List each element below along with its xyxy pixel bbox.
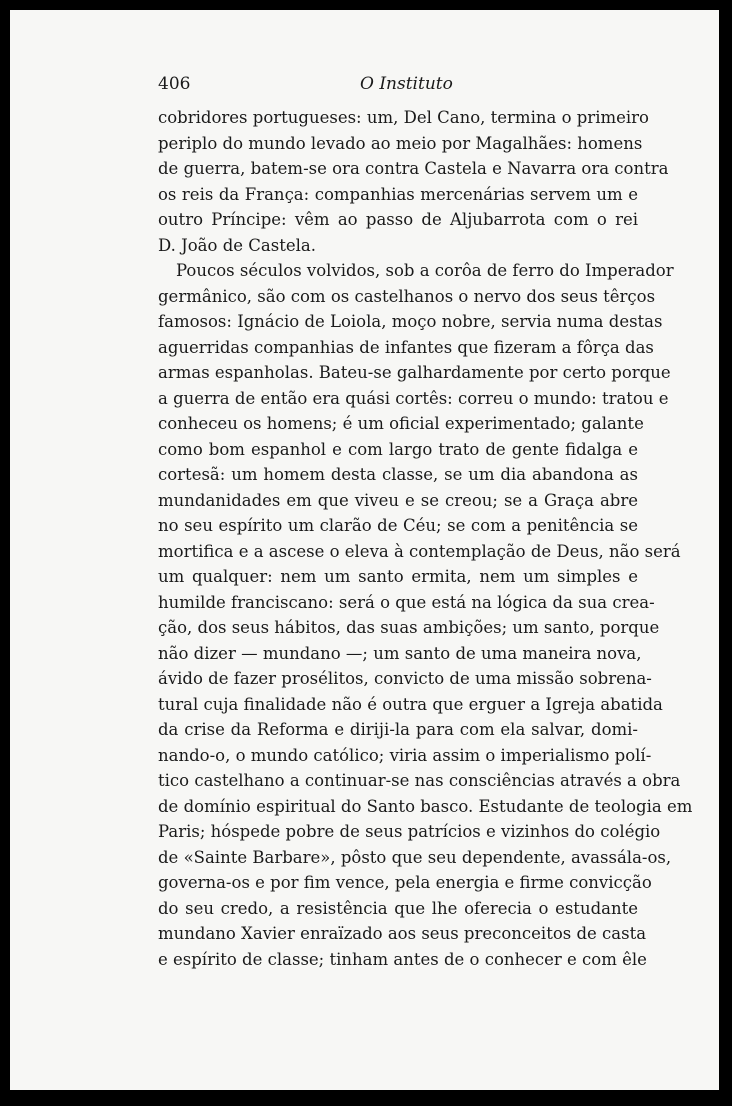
text-line: cobridores portugueses: um, Del Cano, termina o primeiro <box>158 108 649 127</box>
text-line: não dizer — mundano —; um santo de uma maneira nova, <box>158 643 642 663</box>
text-line: Poucos séculos volvidos, sob a corôa de ferro do Imperador <box>176 261 674 280</box>
text-line: de «Sainte Barbare», pôsto que seu dependente, avassála-os, <box>158 847 672 867</box>
page-header <box>158 74 638 98</box>
text-line: da crise da Reforma e diriji-la para com ela salvar, domi- <box>158 720 638 739</box>
book-page <box>10 10 719 1090</box>
text-line: D. João de Castela. <box>158 235 316 255</box>
text-line: germânico, são com os castelhanos o nervo dos seus têrços <box>158 286 656 306</box>
text-line: ávido de fazer prosélitos, convicto de uma missão sobrena- <box>158 669 652 688</box>
text-line: Paris; hóspede pobre de seus patrícios e vizinhos do colégio <box>158 822 661 841</box>
text-line: periplo do mundo levado ao meio por Magalhães: homens <box>158 133 643 153</box>
text-line: e espírito de classe; tinham antes de o conhecer e com êle <box>158 949 647 969</box>
text-line: mundanidades em que viveu e se creou; se a Graça abre <box>158 490 638 510</box>
running-title: O Instituto <box>360 74 453 94</box>
text-line: de domínio espiritual do Santo basco. Estudante de teologia em <box>158 796 693 816</box>
text-line: de guerra, batem-se ora contra Castela e Navarra ora contra <box>158 159 669 178</box>
text-line: do seu credo, a resistência que lhe oferecia o estudante <box>158 898 638 918</box>
text-line: nando-o, o mundo católico; viria assim o imperialismo polí- <box>158 745 652 765</box>
text-line: no seu espírito um clarão de Céu; se com a penitência se <box>158 516 638 535</box>
text-line: tico castelhano a continuar-se nas consciências através a obra <box>158 771 681 790</box>
text-line: mortifica e a ascese o eleva à contemplação de Deus, não será <box>158 541 681 561</box>
text-line: conheceu os homens; é um oficial experimentado; galante <box>158 414 644 433</box>
text-line: como bom espanhol e com largo trato de gente fidalga e <box>158 439 638 459</box>
body-text <box>158 105 693 972</box>
text-line: armas espanholas. Bateu-se galhardamente por certo porque <box>158 363 671 382</box>
text-line: ção, dos seus hábitos, das suas ambições; um santo, porque <box>158 618 660 637</box>
text-line: cortesã: um homem desta classe, se um dia abandona as <box>158 465 638 484</box>
text-line: um qualquer: nem um santo ermita, nem um simples e <box>158 567 638 586</box>
text-line: a guerra de então era quási cortês: correu o mundo: tratou e <box>158 388 669 408</box>
text-line: mundano Xavier enraïzado aos seus preconceitos de casta <box>158 924 647 943</box>
text-line: outro Príncipe: vêm ao passo de Aljubarrota com o rei <box>158 210 638 229</box>
text-line: governa-os e por fim vence, pela energia e firme convicção <box>158 873 652 892</box>
text-line: humilde franciscano: será o que está na lógica da sua crea- <box>158 592 655 612</box>
text-line: tural cuja finalidade não é outra que erguer a Igreja abatida <box>158 694 663 714</box>
text-line: os reis da França: companhias mercenárias servem um e <box>158 184 638 204</box>
page-number: 406 <box>158 74 191 94</box>
text-line: aguerridas companhias de infantes que fizeram a fôrça das <box>158 337 654 357</box>
text-line: famosos: Ignácio de Loiola, moço nobre, servia numa destas <box>158 312 663 331</box>
